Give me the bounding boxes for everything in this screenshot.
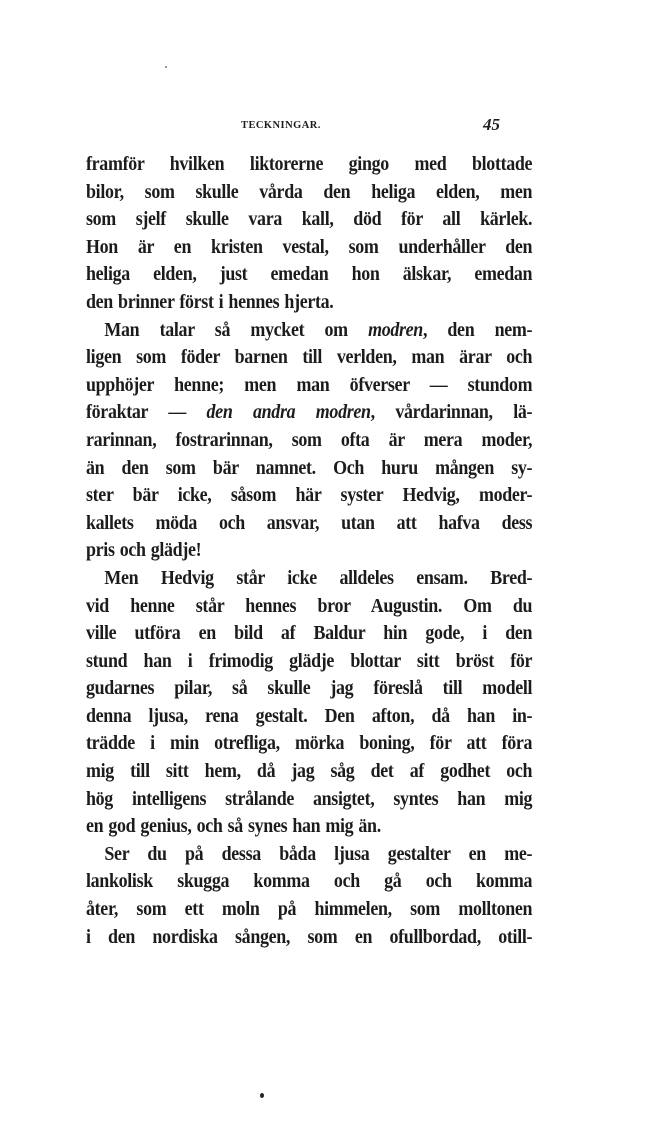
body-text bbox=[86, 151, 532, 951]
text-line: än den som bär namnet. Och huru mången sy- bbox=[86, 457, 533, 479]
speck-mark bbox=[165, 66, 167, 68]
text-line: som sjelf skulle vara kall, död för all kärlek. bbox=[86, 209, 533, 231]
text-line: pris och glädje! bbox=[86, 540, 202, 562]
text-line: i den nordiska sången, som en ofullbordad, otill- bbox=[86, 926, 533, 948]
page-header bbox=[86, 116, 556, 138]
running-head: TECKNINGAR. bbox=[241, 119, 321, 131]
text-line: upphöjer henne; men man öfverser — stundom bbox=[86, 374, 533, 396]
text-line: åter, som ett moln på himmelen, som molltonen bbox=[86, 899, 533, 921]
text-line: bilor, som skulle vårda den heliga elden, men bbox=[86, 181, 533, 203]
text-line: Man talar så mycket om modren, den nem- bbox=[104, 319, 533, 341]
text-line: kallets möda och ansvar, utan att hafva dess bbox=[86, 512, 533, 534]
text-line: lankolisk skugga komma och gå och komma bbox=[86, 871, 533, 893]
text-line: framför hvilken liktorerne gingo med blottade bbox=[86, 154, 533, 175]
text-line: Men Hedvig står icke alldeles ensam. Bred- bbox=[104, 567, 533, 589]
text-line: mig till sitt hem, då jag såg det af godhet och bbox=[86, 761, 533, 783]
text-line: stund han i frimodig glädje blottar sitt bröst för bbox=[86, 650, 533, 672]
text-line: rarinnan, fostrarinnan, som ofta är mera moder, bbox=[86, 429, 533, 451]
text-line: gudarnes pilar, så skulle jag föreslå till modell bbox=[86, 678, 533, 700]
text-line: ligen som föder barnen till verlden, man ärar och bbox=[86, 347, 533, 369]
text-line: ville utföra en bild af Baldur hin gode, i den bbox=[86, 623, 533, 645]
text-line: ster bär icke, såsom här syster Hedvig, moder- bbox=[86, 485, 533, 507]
text-line: en god genius, och så synes han mig än. bbox=[86, 816, 381, 838]
text-line: vid henne står hennes bror Augustin. Om du bbox=[86, 595, 533, 617]
text-line: den brinner först i hennes hjerta. bbox=[86, 291, 334, 313]
page-number: 45 bbox=[483, 115, 500, 134]
text-line: Ser du på dessa båda ljusa gestalter en me- bbox=[104, 843, 533, 865]
text-line: föraktar — den andra modren, vårdarinnan, lä- bbox=[86, 402, 533, 424]
text-line: Hon är en kristen vestal, som underhåller den bbox=[86, 236, 533, 258]
text-line: heliga elden, just emedan hon älskar, emedan bbox=[86, 264, 533, 286]
text-line: hög intelligens strålande ansigtet, syntes han mig bbox=[86, 788, 533, 810]
text-line: denna ljusa, rena gestalt. Den afton, då han in- bbox=[86, 705, 533, 727]
speck-mark bbox=[260, 1093, 264, 1098]
text-line: trädde i min otrefliga, mörka boning, för att föra bbox=[86, 733, 533, 755]
